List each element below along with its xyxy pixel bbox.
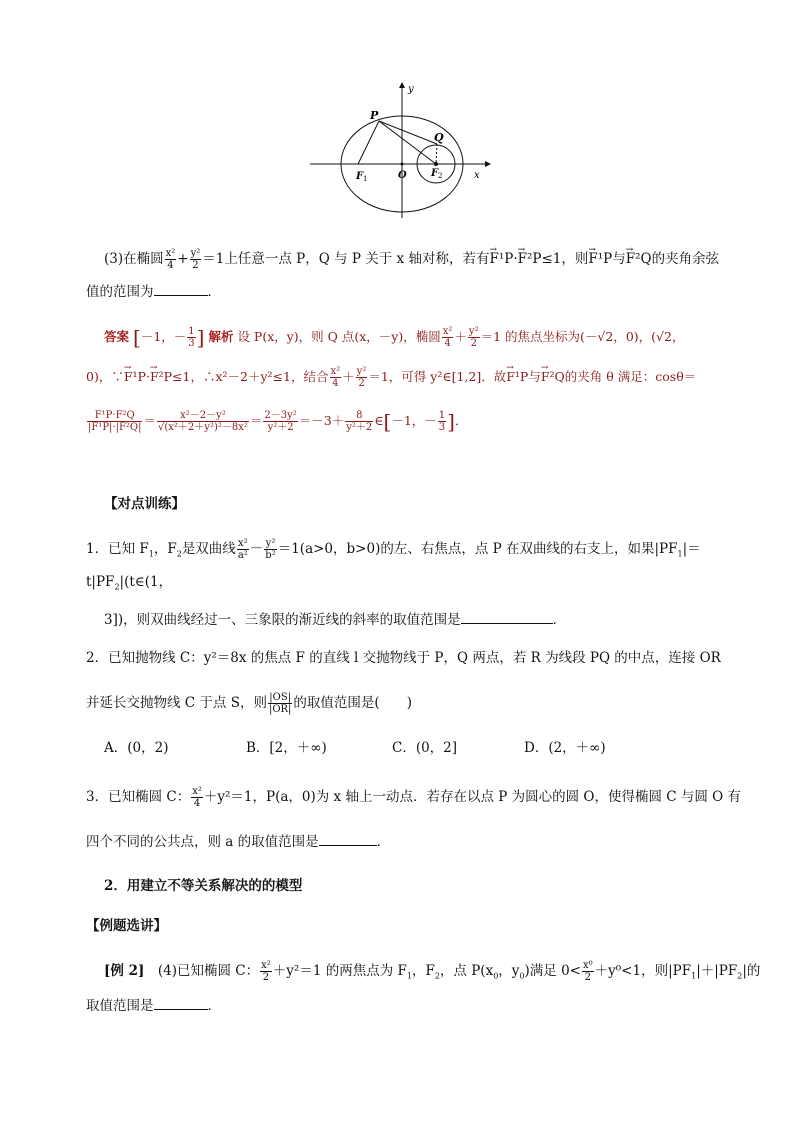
ex2-line1: [例 2] (4)已知椭圆 C： $\frac{\text{x²}}{2}$ ＋y²＝1 的两焦点为 $F_1$，$F_2$，点 $P(x_0$，$y_0$)满足 0< $\frac{\text{x⁰}}{2}$ ＋y⁰<1，则$|PF_1|+|PF_2|$的 xyxy=(104,960,761,983)
problem3-line1: (3)在椭圆 $\frac{\text{x²}}{4}$ + $\frac{\text{y²}}{2}$ ＝1上任意一点 P，Q 与 P 关于 x 轴对称，若有→ F¹P·→ F²P≤1，则→ F¹P与→ F²Q的夹角余弦 xyxy=(104,248,712,271)
label-o: O xyxy=(398,170,407,181)
q1-line1: 1．已知 $F_1$，$F_2$是双曲线 $\frac{\text{x²}}{\text{a²}}$ － $\frac{\text{y²}}{\text{b²}}$ ＝1(a>0，b>0)的左、右焦点，点 P 在双曲线的右支上，如果$|PF_1|=$ xyxy=(86,538,701,561)
segment-qf2 xyxy=(436,144,437,164)
ex2-line2: 取值范围是 ． xyxy=(86,998,221,1014)
point-o xyxy=(401,163,404,166)
q1-line2: $t|PF_2|(t\in(1$， xyxy=(86,574,173,592)
q2-option-a[interactable]: A．(0，2) xyxy=(104,740,169,756)
section2-title: 2．用建立不等关系解决的的模型 xyxy=(104,878,303,894)
q3-line1: 3．已知椭圆 C： $\frac{\text{x²}}{4}$ ＋y²＝1，P(a，0)为 x 轴上一动点．若存在以点 P 为圆心的圆 O，使得椭圆 C 与圆 O 有 xyxy=(86,786,742,809)
label-q: Q xyxy=(434,131,444,144)
answer-line2: 0)，∵→ F¹P·→ F²P≤1，∴x²－2＋y²≤1，结合 $\frac{\text{x²}}{4}$ ＋ $\frac{\text{y²}}{2}$ ＝1，可得 y²∈[1,2]．故→ F¹P与→ F²Q的夹角 θ 满足：cosθ＝ xyxy=(86,366,712,389)
label-p: P xyxy=(370,109,379,122)
label-x: x xyxy=(474,170,480,181)
q3-line2: 四个不同的公共点，则 a 的取值范围是 ． xyxy=(86,834,391,850)
q2-option-c[interactable]: C．(0，2] xyxy=(392,740,458,756)
y-axis-arrow xyxy=(399,82,405,88)
q1-answer-blank[interactable] xyxy=(461,611,553,624)
label-y: y xyxy=(408,84,414,95)
answer-line1: 答案 [－1，－ $\frac{1}{3}$ ] 解析 设 P(x，y)，则 Q 点(x，－y)，椭圆 $\frac{\text{x²}}{4}$ ＋ $\frac{\text{y²}}{2}$ ＝1 的焦点坐标为(－√2，0)，(√2， xyxy=(104,325,685,350)
point-f2 xyxy=(434,162,438,166)
q2-options xyxy=(104,738,712,758)
problem3-line2: 值的范围为 ． xyxy=(86,284,221,300)
label-f1: F xyxy=(356,171,364,182)
section-example: 【例题选讲】 xyxy=(86,918,167,934)
label-f2: F xyxy=(431,168,439,179)
ellipse-figure xyxy=(300,78,500,220)
label-f1-sub: 1 xyxy=(363,175,368,183)
q2-option-d[interactable]: D．(2，＋∞) xyxy=(524,740,606,756)
q2-line2: 并延长交抛物线 C 于点 S，则 $\frac{|OS|}{|OR|}$ 的取值范围是( ) xyxy=(86,692,412,715)
segment-pf2 xyxy=(379,121,436,164)
segment-pq xyxy=(379,121,437,144)
q1-line3: 3])，则双曲线经过一、三象限的渐近线的斜率的取值范围是 ． xyxy=(104,612,567,628)
section-practice: 【对点训练】 xyxy=(104,496,185,512)
label-f2-sub: 2 xyxy=(438,172,443,180)
q3-answer-blank[interactable] xyxy=(319,833,377,846)
q2-option-b[interactable]: B．[2，＋∞) xyxy=(246,740,327,756)
x-axis-arrow xyxy=(485,161,491,167)
answer-blank[interactable] xyxy=(154,283,208,296)
answer-line3: $\frac{\text{F¹P·F²Q}}{\text{|F¹P|·|F²Q|}}$ ＝ $\frac{\text{x²－2－y²}}{\text{√(x²＋2＋y²)²－8x²}}$ ＝ $\frac{\text{2－3y²}}{\text{y²＋2}}$ ＝－3＋ $\frac{8}{\text{y²＋2}}$ ∈[－1，－ $\frac{1}{3}$ ]． xyxy=(88,409,468,434)
segment-pf1 xyxy=(358,121,379,164)
q2-line1: 2．已知抛物线 C：y²＝8x 的焦点 F 的直线 l 交抛物线于 P，Q 两点，若 R 为线段 PQ 的中点，连接 OR xyxy=(86,650,721,666)
ex2-answer-blank[interactable] xyxy=(154,997,208,1010)
